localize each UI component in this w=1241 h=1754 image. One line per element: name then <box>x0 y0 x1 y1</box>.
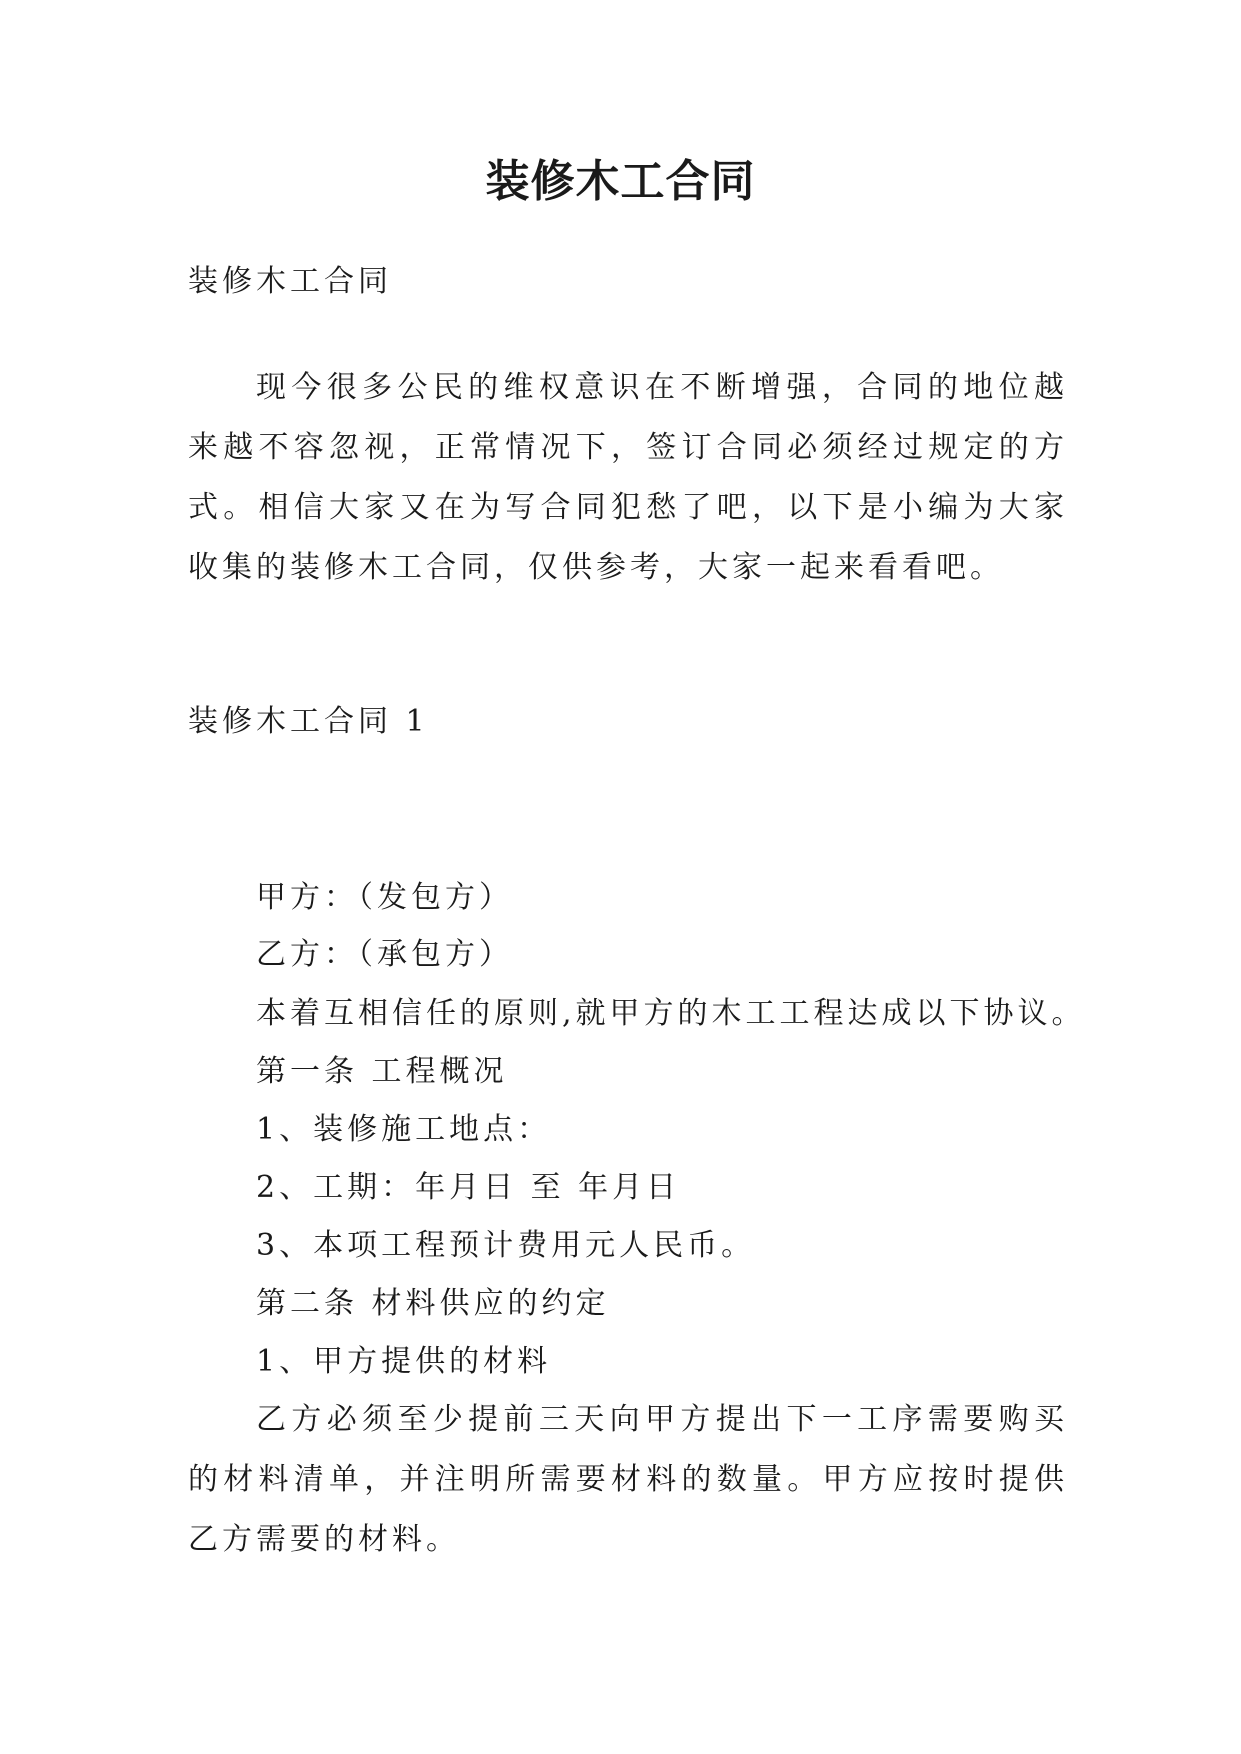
article-1-heading: 第一条 工程概况 <box>256 1054 508 1089</box>
document-title: 装修木工合同 <box>485 156 756 207</box>
article-1-item-3: 3、本项工程预计费用元人民币。 <box>256 1228 756 1263</box>
section-heading: 装修木工合同 1 <box>188 704 429 739</box>
party-b-line: 乙方：（承包方） <box>256 937 513 972</box>
agreement-line: 本着互相信任的原则,就甲方的木工工程达成以下协议。 <box>256 996 1086 1031</box>
party-a-line: 甲方：（发包方） <box>256 880 513 915</box>
article-2-paragraph: 乙方必须至少提前三天向甲方提出下一工序需要购买的材料清单，并注明所需要材料的数量。甲方应按时提供乙方需要的材料。 <box>188 1402 1068 1557</box>
intro-paragraph: 现今很多公民的维权意识在不断增强，合同的地位越来越不容忽视，正常情况下，签订合同必须经过规定的方式。相信大家又在为写合同犯愁了吧，以下是小编为大家收集的装修木工合同，仅供参考，大家一起来看看吧。 <box>188 370 1068 585</box>
article-1-item-1: 1、装修施工地点： <box>256 1112 552 1147</box>
article-2-item-1: 1、甲方提供的材料 <box>256 1344 552 1379</box>
document-subtitle: 装修木工合同 <box>188 264 392 299</box>
article-2-heading: 第二条 材料供应的约定 <box>256 1286 610 1321</box>
article-1-item-2: 2、工期：年月日 至 年月日 <box>256 1170 681 1205</box>
